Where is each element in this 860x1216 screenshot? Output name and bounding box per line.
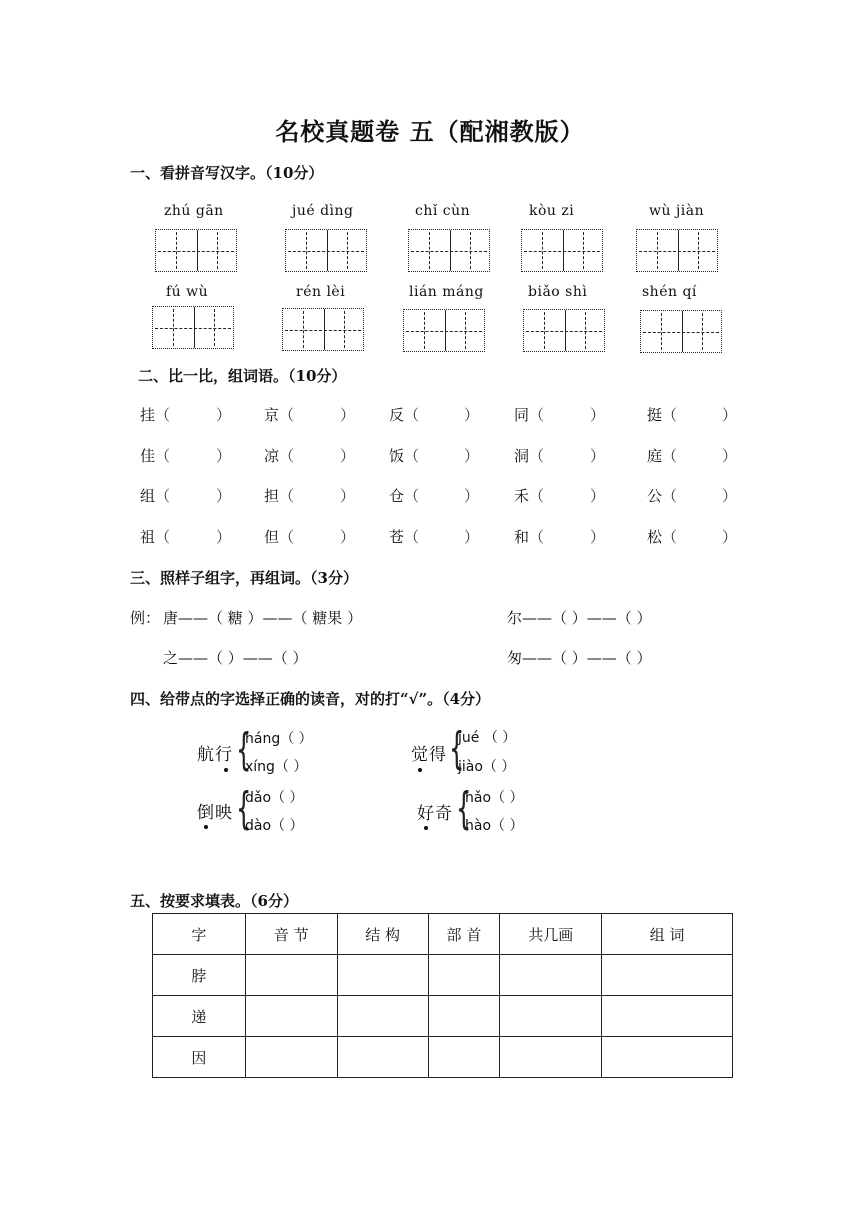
compare-item: 仓（: [389, 487, 420, 505]
table-cell[interactable]: [500, 996, 602, 1037]
reading-option[interactable]: háng（ ）: [245, 731, 313, 747]
section-5-heading: 五、按要求填表。（6分）: [130, 892, 298, 910]
brace: {: [236, 724, 252, 775]
compare-item: 京（: [264, 406, 295, 424]
compare-item: 洞（: [514, 447, 545, 465]
brace: {: [456, 783, 472, 834]
writing-box[interactable]: [152, 306, 234, 349]
emphasis-dot: [418, 768, 422, 772]
pinyin-label: kòu zi: [529, 203, 575, 219]
column-header: 部 首: [428, 914, 500, 955]
writing-box[interactable]: [521, 229, 603, 272]
emphasis-dot: [224, 768, 228, 772]
table-cell[interactable]: [337, 955, 428, 996]
example-label: 例：: [130, 609, 161, 627]
answer-blank[interactable]: ）: [340, 528, 356, 546]
answer-blank[interactable]: ）: [590, 406, 606, 424]
answer-blank[interactable]: ）: [464, 406, 480, 424]
word-juede: 觉得: [411, 745, 447, 765]
writing-box[interactable]: [285, 229, 367, 272]
answer-blank[interactable]: ）: [464, 528, 480, 546]
column-header: 音 节: [245, 914, 337, 955]
answer-blank[interactable]: ）: [340, 447, 356, 465]
compare-item: 苍（: [389, 528, 420, 546]
column-header: 组 词: [602, 914, 733, 955]
answer-blank[interactable]: ）: [216, 447, 232, 465]
compare-item: 但（: [264, 528, 295, 546]
pinyin-label: zhú gān: [164, 203, 224, 219]
pinyin-label: lián máng: [409, 284, 484, 300]
compare-item: 佳（: [140, 447, 171, 465]
table-row: [153, 996, 733, 1037]
column-header: 共几画: [500, 914, 602, 955]
table-cell[interactable]: [245, 955, 337, 996]
compare-item: 公（: [647, 487, 678, 505]
reading-option[interactable]: hào（ ）: [465, 818, 524, 834]
compose-item[interactable]: 尔——（ ）——（ ）: [507, 609, 652, 627]
reading-option[interactable]: dào（ ）: [245, 818, 304, 834]
answer-blank[interactable]: ）: [722, 406, 738, 424]
table-cell[interactable]: [428, 996, 500, 1037]
writing-box[interactable]: [403, 309, 485, 352]
pinyin-label: jué dìng: [292, 203, 354, 219]
answer-blank[interactable]: ）: [340, 406, 356, 424]
row-char: 脖: [153, 955, 246, 996]
table-cell[interactable]: [500, 1037, 602, 1078]
emphasis-dot: [424, 826, 428, 830]
row-char: 因: [153, 1037, 246, 1078]
reading-option[interactable]: dǎo（ ）: [245, 790, 304, 806]
table-cell[interactable]: [428, 1037, 500, 1078]
pinyin-label: fú wù: [166, 284, 209, 300]
word-daoying: 倒映: [197, 803, 233, 823]
word-hangxing: 航行: [197, 745, 233, 765]
table-cell[interactable]: [602, 996, 733, 1037]
table-header-row: [153, 914, 733, 955]
answer-blank[interactable]: ）: [216, 528, 232, 546]
writing-box[interactable]: [282, 308, 364, 351]
column-header: 字: [153, 914, 246, 955]
table-cell[interactable]: [602, 1037, 733, 1078]
reading-option[interactable]: jué （ ）: [458, 730, 517, 746]
table-row: [153, 955, 733, 996]
table-cell[interactable]: [337, 1037, 428, 1078]
table-cell[interactable]: [245, 996, 337, 1037]
compare-item: 和（: [514, 528, 545, 546]
compare-item: 担（: [264, 487, 295, 505]
answer-blank[interactable]: ）: [216, 406, 232, 424]
pinyin-label: rén lèi: [296, 284, 346, 300]
compose-item[interactable]: 匆——（ ）——（ ）: [507, 649, 652, 667]
answer-blank[interactable]: ）: [340, 487, 356, 505]
pinyin-label: wù jiàn: [649, 203, 705, 219]
answer-blank[interactable]: ）: [216, 487, 232, 505]
section-3-heading: 三、照样子组字，再组词。（3分）: [130, 569, 358, 587]
example-line: 唐——（ 糖 ）——（ 糖果 ）: [163, 609, 363, 627]
compare-item: 饭（: [389, 447, 420, 465]
section-2-heading: 二、比一比，组词语。（10分）: [138, 367, 347, 385]
writing-box[interactable]: [523, 309, 605, 352]
reading-option[interactable]: hǎo（ ）: [465, 790, 524, 806]
table-row: [153, 1037, 733, 1078]
compare-item: 挂（: [140, 406, 171, 424]
pinyin-label: biǎo shì: [528, 284, 588, 300]
compare-item: 禾（: [514, 487, 545, 505]
compare-item: 挺（: [647, 406, 678, 424]
section-4-heading: 四、给带点的字选择正确的读音，对的打“√”。（4分）: [130, 690, 491, 708]
section-1-heading: 一、看拼音写汉字。（10分）: [130, 164, 324, 182]
answer-blank[interactable]: ）: [722, 447, 738, 465]
compare-item: 祖（: [140, 528, 171, 546]
compare-item: 组（: [140, 487, 171, 505]
table-cell[interactable]: [428, 955, 500, 996]
answer-blank[interactable]: ）: [722, 528, 738, 546]
answer-blank[interactable]: ）: [722, 487, 738, 505]
table-cell[interactable]: [602, 955, 733, 996]
answer-blank[interactable]: ）: [590, 487, 606, 505]
brace: {: [449, 723, 465, 774]
page-title: 名校真题卷 五（配湘教版）: [275, 117, 585, 146]
reading-option[interactable]: xíng（ ）: [245, 759, 308, 775]
table-cell[interactable]: [337, 996, 428, 1037]
row-char: 递: [153, 996, 246, 1037]
emphasis-dot: [204, 825, 208, 829]
answer-blank[interactable]: ）: [464, 487, 480, 505]
answer-blank[interactable]: ）: [590, 447, 606, 465]
answer-blank[interactable]: ）: [464, 447, 480, 465]
pinyin-label: chǐ cùn: [415, 203, 471, 219]
compare-item: 庭（: [647, 447, 678, 465]
fill-in-table: [152, 913, 733, 1078]
table-cell[interactable]: [500, 955, 602, 996]
column-header: 结 构: [337, 914, 428, 955]
reading-option[interactable]: jiào（ ）: [458, 759, 516, 775]
answer-blank[interactable]: ）: [590, 528, 606, 546]
writing-box[interactable]: [155, 229, 237, 272]
compare-item: 凉（: [264, 447, 295, 465]
compare-item: 同（: [514, 406, 545, 424]
writing-box[interactable]: [408, 229, 490, 272]
word-haoqi: 好奇: [417, 804, 453, 824]
compose-item[interactable]: 之——（ ）——（ ）: [163, 649, 308, 667]
writing-box[interactable]: [640, 310, 722, 353]
table-cell[interactable]: [245, 1037, 337, 1078]
writing-box[interactable]: [636, 229, 718, 272]
pinyin-label: shén qí: [642, 284, 697, 300]
compare-item: 松（: [647, 528, 678, 546]
brace: {: [236, 783, 252, 834]
compare-item: 反（: [389, 406, 420, 424]
